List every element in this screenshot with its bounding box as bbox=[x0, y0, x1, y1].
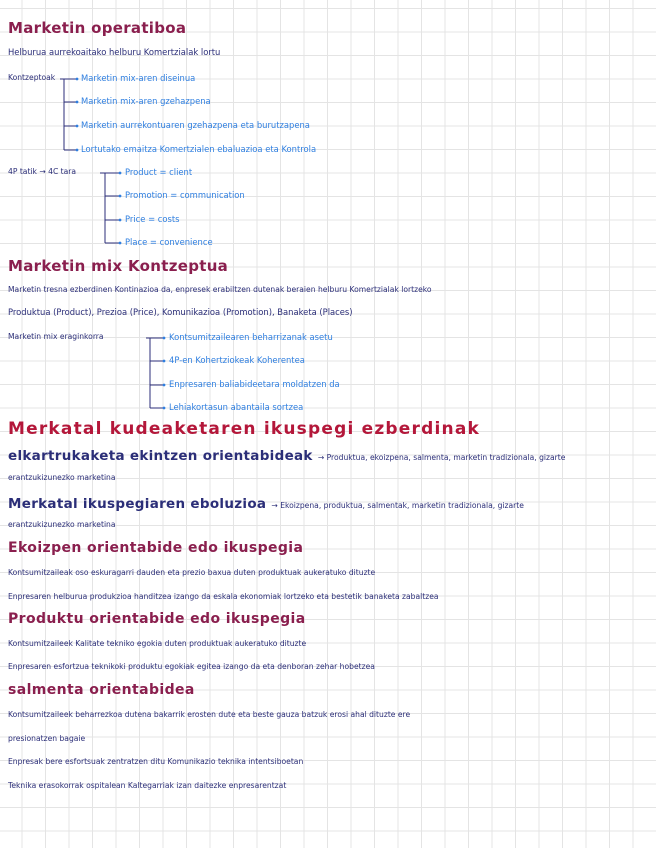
bracket-branches-1 bbox=[64, 79, 77, 150]
s2-item-2: 4P-en Kohertziokeak Koherentea bbox=[169, 355, 305, 365]
s1-item-4: Lortutako emaitza Komertzialen ebaluazioa eta Kontrola bbox=[81, 144, 317, 154]
s3-b-line-2: erantzukizunezko marketina bbox=[8, 520, 116, 529]
arrow-head bbox=[76, 125, 79, 128]
s1-line-1: Helburua aurrekoaitako helburu Komertzialak lortu bbox=[8, 47, 221, 57]
s6-line-3: Enpresak bere esfortsuak zentratzen ditu Komunikazio teknika intentsiboetan bbox=[8, 757, 304, 766]
arrow-head bbox=[119, 172, 122, 175]
s1-label-2: 4P tatik → 4C tara bbox=[8, 167, 77, 176]
s2-item-4: Lehiakortasun abantaila sortzea bbox=[169, 402, 304, 412]
s5-line-2: Enpresaren esfortzua teknikoki produktu egokiak egitea izango da eta denboran zehar hobetzea bbox=[8, 662, 375, 671]
s1-4c-item-1: Product = client bbox=[125, 167, 193, 177]
section-title-marketin-mix: Marketin mix Kontzeptua bbox=[8, 257, 229, 275]
arrow-head bbox=[76, 101, 79, 104]
s2-line-2: Produktua (Product), Prezioa (Price), Komunikazioa (Promotion), Banaketa (Places) bbox=[8, 307, 353, 317]
s3-rest-a: → Produktua, ekoizpena, salmenta, marketin tradizionala, gizarte bbox=[317, 453, 566, 462]
arrow-head bbox=[119, 219, 122, 222]
s2-label: Marketin mix eraginkorra bbox=[8, 332, 104, 341]
s3-heading-b: Merkatal ikuspegiaren eboluzioa bbox=[8, 496, 267, 512]
s3-row-b bbox=[8, 495, 524, 512]
s6-line-4: Teknika erasokorrak ospitalean Kaltegarriak izan daitezke enpresarentzat bbox=[8, 781, 287, 790]
section-title-ekoizpen: Ekoizpen orientabide edo ikuspegia bbox=[8, 540, 304, 556]
s1-item-3: Marketin aurrekontuaren gzehazpena eta burutzapena bbox=[81, 120, 310, 130]
section-title-merkatal-kudeaketa: Merkatal kudeaketaren ikuspegi ezberdinak bbox=[8, 419, 480, 439]
s4-line-1: Kontsumitzaileak oso eskuragarri dauden eta prezio baxua duten produktuak aukeratuko dituzte bbox=[8, 568, 376, 577]
s3-rest-b: → Ekoizpena, produktua, salmentak, marketin tradizionala, gizarte bbox=[271, 501, 524, 510]
s1-4c-item-4: Place = convenience bbox=[125, 237, 213, 247]
section-title-marketin-operatiboa: Marketin operatiboa bbox=[8, 19, 187, 37]
bracket-branches-3 bbox=[150, 338, 164, 408]
s1-4c-item-2: Promotion = communication bbox=[125, 190, 245, 200]
s3-a-line-2: erantzukizunezko marketina bbox=[8, 473, 116, 482]
s1-item-2: Marketin mix-aren gzehazpena bbox=[81, 96, 211, 106]
bracket-branches-2 bbox=[105, 173, 120, 243]
s1-label: Kontzeptoak bbox=[8, 73, 56, 82]
arrow-head bbox=[76, 149, 79, 152]
arrow-head bbox=[76, 78, 79, 81]
arrow-head bbox=[119, 195, 122, 198]
arrow-head bbox=[119, 242, 122, 245]
section-title-salmenta: salmenta orientabidea bbox=[8, 682, 195, 698]
arrow-head bbox=[163, 360, 166, 363]
section-title-produktu: Produktu orientabide edo ikuspegia bbox=[8, 611, 306, 627]
s3-heading-a: elkartrukaketa ekintzen orientabideak bbox=[8, 448, 313, 464]
s6-line-2: presionatzen bagaie bbox=[8, 734, 86, 743]
arrow-head bbox=[163, 337, 166, 340]
arrow-head bbox=[163, 407, 166, 410]
s2-line-1: Marketin tresna ezberdinen Kontinazioa da, enpresek erabiltzen dutenak beraien helburu Komertzialak lortzeko bbox=[8, 285, 432, 294]
s6-line-1: Kontsumitzaileek beharrezkoa dutena bakarrik erosten dute eta beste gauza batzuk erosi ahal dituzte ere bbox=[8, 710, 411, 719]
s3-row-a bbox=[8, 447, 565, 464]
s4-line-2: Enpresaren helburua produkzioa handitzea izango da eskala ekonomiak lortzeko eta bestetik banaketa zabaltzea bbox=[8, 592, 439, 601]
s5-line-1: Kontsumitzaileek Kalitate tekniko egokia duten produktuak aukeratuko dituzte bbox=[8, 639, 307, 648]
arrow-head bbox=[163, 384, 166, 387]
s2-item-1: Kontsumitzailearen beharrizanak asetu bbox=[169, 332, 333, 342]
s1-item-1: Marketin mix-aren diseinua bbox=[81, 73, 196, 83]
s1-4c-item-3: Price = costs bbox=[125, 214, 180, 224]
s2-item-3: Enpresaren baliabideetara moldatzen da bbox=[169, 379, 340, 389]
